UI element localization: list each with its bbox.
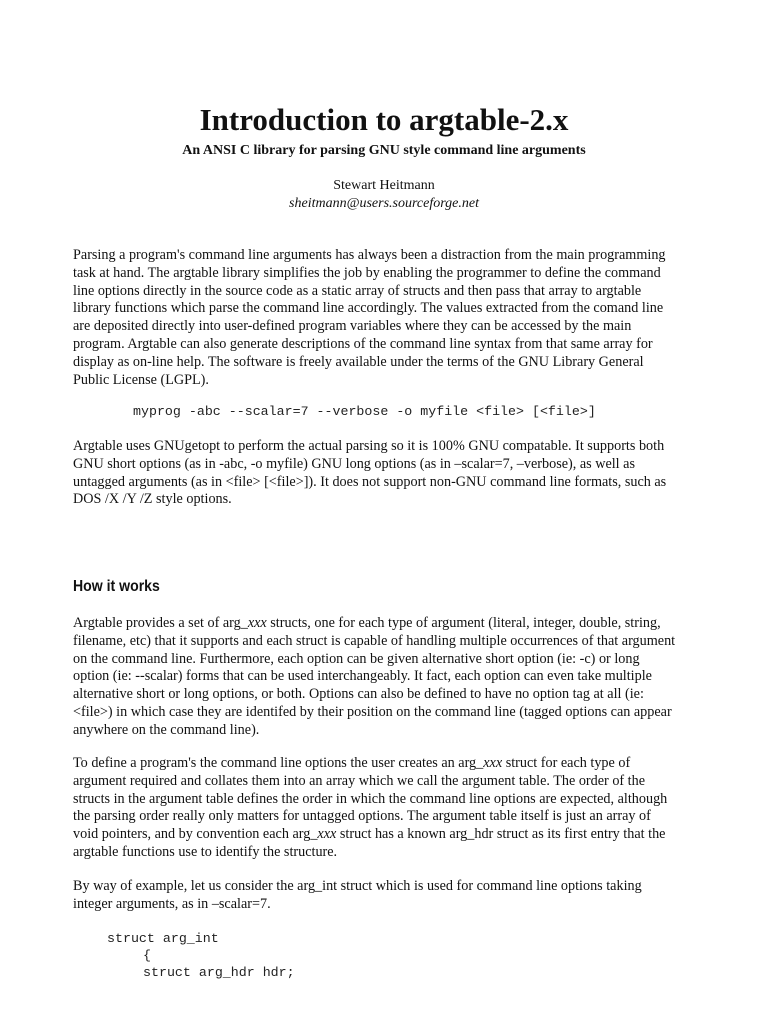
text-line: option (ie: --scalar) forms that can be used interchangeably. It fact, each option can even take multiple (73, 668, 652, 685)
works-paragraph-3 (73, 878, 733, 914)
text-line: line options directly in the source code as a static array of structs and then pass that array to argtable (73, 282, 642, 299)
text-line: task at hand. The argtable library simplifies the job by enabling the programmer to define the command (73, 264, 661, 281)
section-heading: How it works (73, 578, 160, 595)
text-line: structs in the argument table defines the order in which the command line options are expected, although (73, 790, 668, 807)
text-line: argtable functions use to identify the structure. (73, 843, 338, 860)
text-line: are deposited directly into user-defined program variables where they can be accessed by the main (73, 318, 632, 335)
intro-paragraph (73, 247, 733, 389)
text-line: GNU short options (as in -abc, -o myfile) GNU long options (as in –scalar=7, –verbose), as well as (73, 455, 635, 472)
document-title: Introduction to argtable-2.x (199, 102, 569, 137)
text-line: program. Argtable can also generate descriptions of the command line syntax from that same array for (73, 335, 653, 352)
text-line: integer arguments, as in –scalar=7. (73, 895, 271, 912)
text-line: To define a program's the command line options the user creates an arg_xxx struct for each type of (73, 755, 631, 771)
author-name: Stewart Heitmann (333, 178, 435, 193)
text-line: untagged arguments (as in <file> [<file>]). It does not support non-GNU command line formats, such as (73, 473, 667, 490)
works-paragraph-1 (73, 615, 733, 740)
text-line: library functions which parse the command line accordingly. The values extracted from the comand line (73, 300, 664, 317)
gnu-paragraph (73, 438, 733, 509)
text-line: Argtable uses GNUgetopt to perform the actual parsing so it is 100% GNU compatable. It supports both (73, 438, 665, 454)
text-line: By way of example, let us consider the arg_int struct which is used for command line options taking (73, 878, 642, 894)
text-line: filename, etc) that it supports and each struct is capable of handling multiple occurrences of that argument (73, 632, 676, 649)
text-line: the parsing order really only matters for untagged options. The argument table itself is just an array of (73, 808, 651, 825)
text-line: alternative short or long options, or both. Options can also be defined to have no option tag at all (ie: (73, 686, 644, 703)
text-line: <file>) in which case they are identifed by their position on the command line (tagged options can appear (73, 703, 672, 720)
text-line: anywhere on the command line). (73, 721, 260, 738)
text-line: void pointers, and by convention each arg_xxx struct has a known arg_hdr struct as its first entry that the (73, 826, 666, 843)
text-line: Public License (LGPL). (73, 371, 209, 388)
text-line: Parsing a program's command line arguments has always been a distraction from the main programming (73, 247, 666, 263)
code-line: { (143, 948, 151, 963)
works-paragraph-2 (73, 755, 733, 862)
text-line: on the command line. Furthermore, each option can be given alternative short option (ie: -c) or long (73, 650, 640, 667)
document-subtitle: An ANSI C library for parsing GNU style command line arguments (182, 143, 586, 158)
author-email: sheitmann@users.sourceforge.net (289, 196, 479, 211)
code-line: struct arg_hdr hdr; (143, 965, 295, 980)
text-line: argument required and collates them into an array which we call the argument table. The order of the (73, 772, 646, 789)
code-line: struct arg_int (107, 931, 219, 946)
text-line: Argtable provides a set of arg_xxx structs, one for each type of argument (literal, integer, double, string, (73, 615, 661, 631)
example-command: myprog -abc --scalar=7 --verbose -o myfile <file> [<file>] (133, 404, 596, 419)
text-line: DOS /X /Y /Z style options. (73, 491, 232, 508)
text-line: display as on-line help. The software is freely available under the terms of the GNU Library General (73, 353, 644, 370)
